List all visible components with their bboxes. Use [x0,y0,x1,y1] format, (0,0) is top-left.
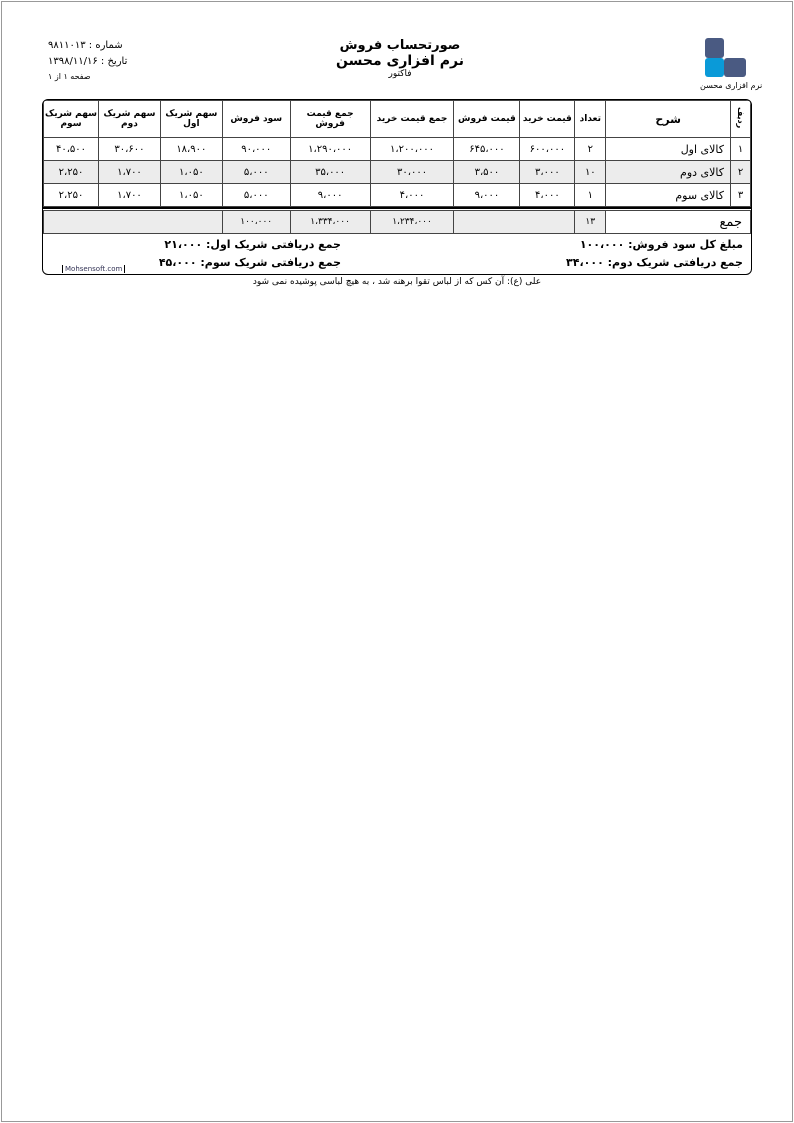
invoice-meta [48,40,127,88]
total-profit-value: ۱۰۰،۰۰۰ [579,238,625,251]
table-row: ۲ کالای دوم ۱۰ ۳،۰۰۰ ۳،۵۰۰ ۳۰،۰۰۰ ۳۵،۰۰۰ ۵،۰۰۰ ۱،۰۵۰ ۱،۷۰۰ ۲،۲۵۰ [44,161,751,184]
partner3-value: ۴۵،۰۰۰ [158,256,197,269]
total-profit: ۱۰۰،۰۰۰ [222,211,290,234]
footer-quote: علی (ع): آن کس که از لباس تقوا برهنه شد ، به هیچ لباسی پوشیده نمی شود [252,277,542,287]
col-sell: قیمت فروش [454,101,520,138]
col-row: ردیف [731,101,751,138]
col-p1: سهم شریک اول [160,101,222,138]
page-number: صفحه ۱ از ۱ [48,72,91,81]
company-name: نرم افزاری محسن [336,53,464,69]
table-row: ۱ کالای اول ۲ ۶۰۰،۰۰۰ ۶۴۵،۰۰۰ ۱،۲۰۰،۰۰۰ ۱،۲۹۰،۰۰۰ ۹۰،۰۰۰ ۱۸،۹۰۰ ۳۰،۶۰۰ ۴۰،۵۰۰ [44,138,751,161]
col-p3: سهم شریک سوم [44,101,99,138]
col-total-buy: جمع قیمت خرید [370,101,454,138]
table-header [44,101,751,138]
title-main: صورتحساب فروش [339,38,461,53]
partner2-value: ۳۴،۰۰۰ [566,256,604,269]
total-sell: ۱،۳۳۴،۰۰۰ [290,211,370,234]
totals-label: جمع [606,211,751,234]
doc-type: فاکتور [388,69,412,79]
table-row: ۳ کالای سوم ۱ ۴،۰۰۰ ۹،۰۰۰ ۴،۰۰۰ ۹،۰۰۰ ۵،۰۰۰ ۱،۰۵۰ ۱،۷۰۰ ۲،۲۵۰ [44,184,751,207]
col-total-sell: جمع قیمت فروش [290,101,370,138]
total-qty: ۱۳ [575,211,606,234]
col-qty: تعداد [575,101,606,138]
invoice-number: ۹۸۱۱۰۱۳ [48,40,86,51]
partner1-value: ۲۱،۰۰۰ [164,238,203,251]
date-label: تاریخ : [100,56,128,67]
col-buy: قیمت خرید [520,101,575,138]
titles [300,38,500,79]
logo-text: نرم افزاری محسن [700,81,763,90]
total-buy: ۱،۲۳۴،۰۰۰ [370,211,454,234]
totals-row [43,210,751,234]
website-link[interactable]: Mohsensoft.com [62,265,125,273]
col-desc: شرح [606,101,731,138]
number-label: شماره : [88,40,123,51]
summary: مبلغ کل سود فروش: ۱۰۰،۰۰۰ جمع دریافتی شریک دوم: ۳۴،۰۰۰ جمع دریافتی شریک اول: ۲۱،۰۰۰ جمع دریافتی شریک سوم: ۴۵،۰۰۰ [158,238,743,269]
col-profit: سود فروش [222,101,290,138]
company-logo [700,38,763,93]
col-p2: سهم شریک دوم [99,101,161,138]
invoice-date: ۱۳۹۸/۱۱/۱۶ [48,56,98,67]
invoice-table [42,99,752,275]
